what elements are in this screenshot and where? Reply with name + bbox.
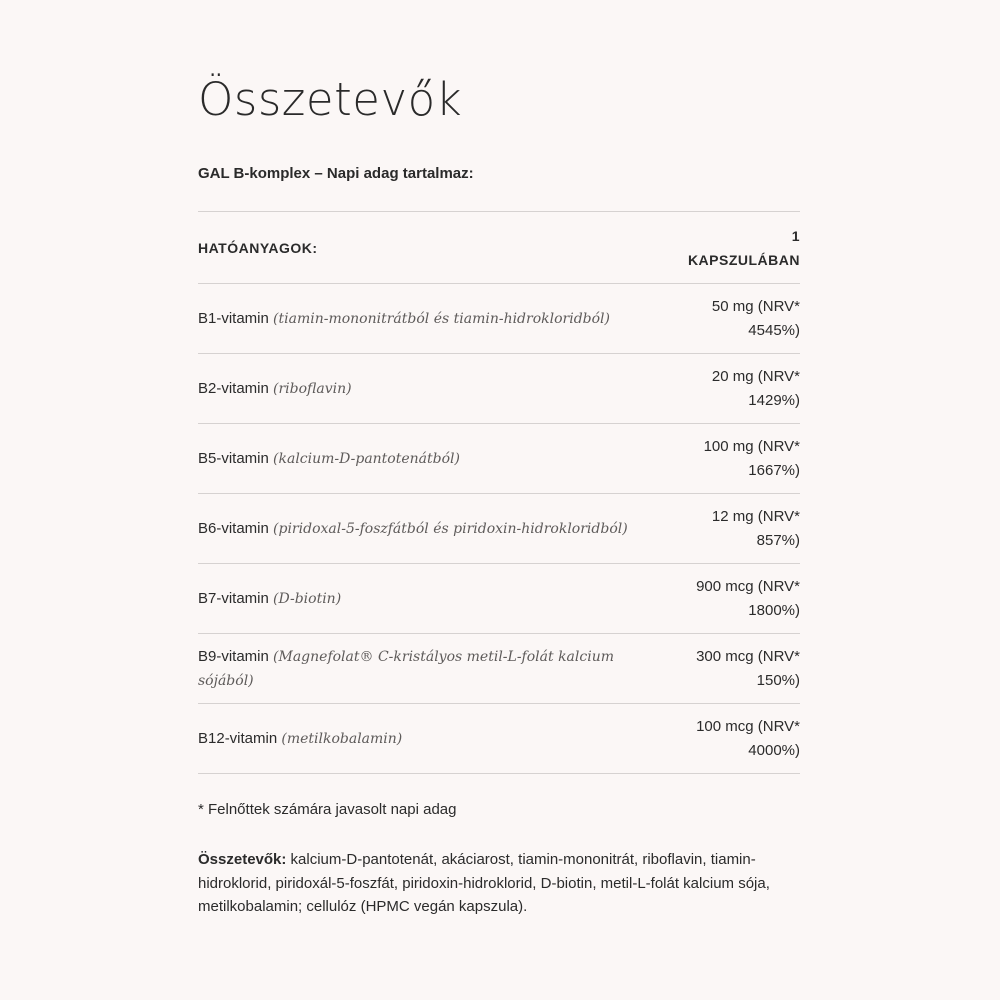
- vitamin-name-cell: [198, 727, 402, 751]
- vitamin-amount: [670, 365, 800, 413]
- vitamin-name: B5-vitamin: [198, 449, 269, 467]
- ingredients-list: [198, 848, 800, 919]
- table-row: [198, 564, 800, 634]
- vitamin-amount: [670, 715, 800, 763]
- table-row: [198, 634, 800, 704]
- vitamin-name-cell: [198, 307, 610, 331]
- vitamin-name: B2-vitamin: [198, 379, 269, 397]
- amount-line2: 857%): [756, 531, 800, 549]
- vitamin-source: (kalcium-D-pantotenátból): [273, 450, 460, 467]
- vitamin-source: (D-biotin): [273, 590, 342, 607]
- amount-line1: 100 mcg (NRV*: [696, 717, 800, 735]
- table-row: [198, 424, 800, 494]
- vitamin-name-cell: [198, 517, 628, 541]
- vitamin-amount: [670, 645, 800, 693]
- page-title: Összetevők: [198, 73, 463, 126]
- header-amount-line1: 1: [791, 227, 800, 244]
- vitamin-name: B7-vitamin: [198, 589, 269, 607]
- vitamin-name: B1-vitamin: [198, 309, 269, 327]
- vitamin-amount: [670, 295, 800, 343]
- ingredients-label: Összetevők:: [198, 851, 287, 868]
- amount-line2: 150%): [756, 671, 800, 689]
- header-amount: [670, 224, 800, 272]
- vitamin-name-cell: [198, 645, 628, 693]
- ingredients-text: kalcium-D-pantotenát, akáciarost, tiamin-mononitrát, riboflavin, tiamin-hidroklorid, piridoxál-5-foszfát, piridoxin-hidroklorid, D-biotin, metil-L-folát kalcium sója, metilkobalamin; cellulóz (HPMC vegán kapszula).: [198, 851, 770, 915]
- nutrition-table: [198, 211, 800, 774]
- vitamin-amount: [670, 575, 800, 623]
- vitamin-name: B6-vitamin: [198, 519, 269, 537]
- vitamin-name-cell: [198, 377, 352, 401]
- table-row: [198, 704, 800, 774]
- vitamin-amount: [670, 435, 800, 483]
- table-row: [198, 494, 800, 564]
- amount-line1: 50 mg (NRV*: [711, 297, 800, 315]
- footnote: * Felnőttek számára javasolt napi adag: [198, 801, 457, 818]
- vitamin-source: (riboflavin): [273, 380, 352, 397]
- amount-line1: 20 mg (NRV*: [711, 367, 800, 385]
- table-row: [198, 284, 800, 354]
- vitamin-source: (Magnefolat® C-kristályos metil-L-folát kalcium sójából): [198, 648, 614, 689]
- amount-line1: 900 mcg (NRV*: [696, 577, 800, 595]
- vitamin-name: B12-vitamin: [198, 729, 278, 747]
- vitamin-name-cell: [198, 587, 341, 611]
- amount-line2: 1800%): [748, 601, 800, 619]
- table-row: [198, 354, 800, 424]
- amount-line2: 4545%): [748, 321, 800, 339]
- amount-line2: 1429%): [748, 391, 800, 409]
- amount-line1: 100 mg (NRV*: [703, 437, 800, 455]
- vitamin-name: B9-vitamin: [198, 647, 269, 665]
- vitamin-amount: [670, 505, 800, 553]
- amount-line2: 4000%): [748, 741, 800, 759]
- amount-line1: 300 mcg (NRV*: [696, 647, 800, 665]
- vitamin-source: (tiamin-mononitrátból és tiamin-hidrokloridból): [273, 310, 610, 327]
- ingredients-section: [198, 70, 800, 919]
- header-amount-line2: KAPSZULÁBAN: [687, 251, 800, 268]
- header-ingredient: HATÓANYAGOK:: [198, 239, 318, 256]
- amount-line1: 12 mg (NRV*: [711, 507, 800, 525]
- table-header-row: [198, 212, 800, 284]
- vitamin-source: (metilkobalamin): [281, 730, 403, 747]
- amount-line2: 1667%): [748, 461, 800, 479]
- product-subtitle: GAL B-komplex – Napi adag tartalmaz:: [198, 165, 474, 182]
- vitamin-source: (piridoxal-5-foszfátból és piridoxin-hidrokloridból): [273, 520, 628, 537]
- vitamin-name-cell: [198, 447, 460, 471]
